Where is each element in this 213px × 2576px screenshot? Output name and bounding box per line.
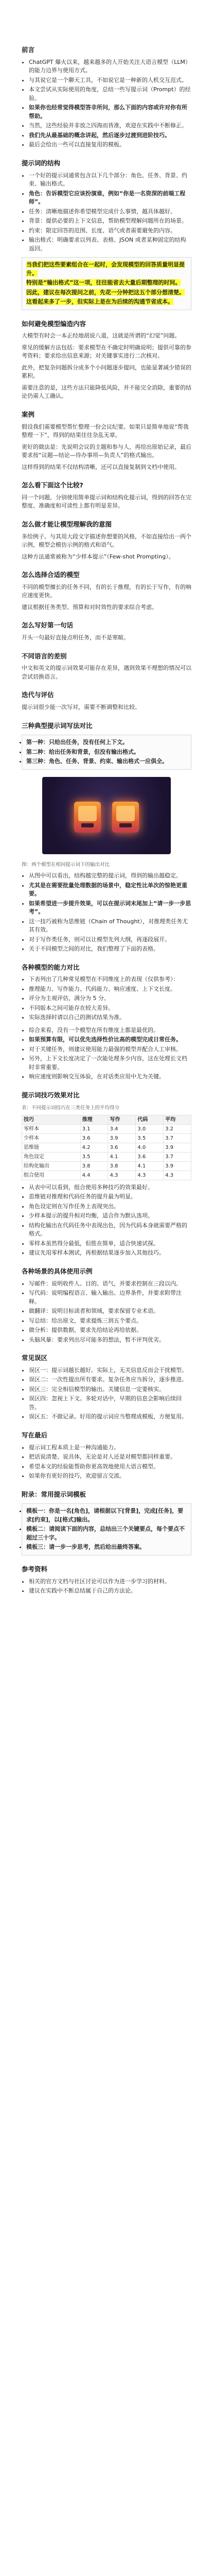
table-row [22, 1143, 191, 1152]
list-item: • 写邮件：说明收件人、目的、语气，并要求控制在三段以内。 [29, 1280, 191, 1289]
list-item: • 下表列出了几种常见模型在不同维度上的表现（仅供参考）： [29, 975, 191, 984]
section-templates [22, 1490, 191, 1555]
table-cell: 零样本 [22, 1124, 81, 1133]
bullet-list [22, 872, 191, 954]
paragraph: 更好的做法是：先说明会议的主题和参与人，再给出原始记录，最后要求按“议题—结论—待办事项—负责人”的格式输出。 [22, 443, 191, 459]
list-item: • 建议在实践中不断总结属于自己的方法论。 [29, 1587, 191, 1596]
paragraph: 开头一句最好直接点明任务，而不是寒暄。 [22, 634, 129, 641]
table-cell: 思维链 [22, 1143, 81, 1152]
section-heading: 写在最后 [22, 1431, 48, 1439]
table-cell: 少样本 [22, 1133, 81, 1143]
paragraph: 此外，把复杂问题拆分成多个小问题逐步提问，也能显著减少错误的累积。 [22, 364, 191, 380]
bullet-list [22, 58, 191, 149]
table-cell: 3.8 [108, 1161, 136, 1171]
section-hallucination [22, 319, 191, 401]
table-cell: 3.2 [164, 1124, 191, 1133]
column-header: 代码 [136, 1115, 164, 1124]
list-item: • 思维链对推理和代码任务的提升最为明显。 [29, 1193, 191, 1201]
robot-cube-icon [112, 802, 139, 833]
highlighted-text: 这看起来多了一步，但实际上是在为后续的沟通节省成本。 [26, 298, 173, 305]
list-item: • 模板三：请一步一步思考，然后给出最终答案。 [26, 1543, 187, 1552]
table-caption: 表：不同提示词技巧在三类任务上的平均得分 [22, 1105, 120, 1111]
table-cell: 3.7 [164, 1152, 191, 1161]
section-heading: 怎么选择合适的模型 [22, 571, 80, 579]
section-heading: 前言 [22, 46, 35, 54]
table-cell: 3.6 [108, 1143, 136, 1152]
table-cell: 3.4 [108, 1124, 136, 1133]
list-item: • 不同版本之间可能存在较大差异。 [29, 1004, 191, 1013]
list-item: • 综合来看，没有一个模型在所有维度上都是最优的。 [29, 1026, 191, 1035]
column-header: 写作 [108, 1115, 136, 1124]
paragraph: 这种方法通常被称为“少样本提示”（Few-shot Prompting）。 [22, 553, 174, 560]
list-item: • 第三种：角色、任务、背景、约束、输出格式一应俱全。 [26, 757, 187, 766]
section-after-table [22, 1183, 191, 1258]
table-row [22, 1152, 191, 1161]
list-item: • 头脑风暴：要求列出尽可能多的想法，暂不评判优劣。 [29, 1336, 191, 1345]
table-cell: 3.5 [80, 1152, 108, 1161]
bullet-list [22, 1366, 191, 1421]
list-item: • 结构化输出在代码任务中表现出色，因为代码本身就需要严格的格式。 [29, 1222, 191, 1239]
paragraph: 同一个问题，分别使用简单提示词和结构化提示词，得到的回答在完整度、准确度和可读性上都有明显差异。 [22, 494, 191, 510]
section-examples [22, 1267, 191, 1344]
list-item: • 误区三：完全相信模型的输出。关键信息一定要核实。 [29, 1385, 191, 1394]
section-heading: 提示词技巧效果对比 [22, 1091, 80, 1099]
section-after-image [22, 872, 191, 954]
bullet-list [22, 735, 191, 770]
table-cell: 3.7 [164, 1133, 191, 1143]
bullet-list [22, 172, 191, 253]
list-item: • 另外，上下文长度决定了一次能处理多少内容，这在处理长文档时非常重要。 [29, 1055, 191, 1072]
section-heading: 怎么做才能让模型理解我的意图 [22, 520, 112, 528]
section-heading: 各种模型的能力对比 [22, 963, 80, 971]
list-item: • 提示词工程本质上是一种沟通能力。 [29, 1444, 191, 1452]
section-intent [22, 520, 191, 561]
list-item: • 背景：提供必要的上下文信息，帮助模型理解问题所在的场景。 [29, 217, 191, 226]
paragraph: 不同的模型擅长的任务不同，有的长于推理，有的长于写作，有的响应速度更快。 [22, 583, 191, 599]
section-choose-model [22, 570, 191, 612]
list-item: • 与其说它是一个聊天工具，不如说它是一种新的人机交互范式。 [29, 76, 191, 85]
list-item: • 把话说清楚、说具体，无论是对人还是对模型都同样重要。 [29, 1453, 191, 1462]
section-heading: 怎么写好第一句话 [22, 621, 74, 630]
list-item: • 误区五：不做记录。好用的提示词应当整理成模板，方便复用。 [29, 1413, 191, 1421]
section-closing [22, 1431, 191, 1481]
list-item: • 当然，这些经验并非放之四海而皆准，欢迎在实践中不断修正。 [29, 122, 191, 130]
table-cell: 3.6 [80, 1133, 108, 1143]
table-cell: 角色设定 [22, 1152, 81, 1161]
section-comparison-question [22, 481, 191, 511]
list-item: • 误区一：提示词越长越好。实际上，无关信息反而会干扰模型。 [29, 1366, 191, 1375]
section-heading: 参考资料 [22, 1565, 48, 1573]
list-item: • 误区二：一次性提出所有要求。复杂任务应当拆分，逐步推进。 [29, 1376, 191, 1384]
list-item: • 关于不同模型之间的对比，我们整理了下面的表格。 [29, 945, 191, 954]
list-item: • 如果预算有限，可以优先选择性价比高的模型完成日常任务。 [29, 1036, 191, 1044]
list-item: • 如果你也经常觉得模型答非所问，那么下面的内容或许对你有所帮助。 [29, 104, 191, 121]
section-image [22, 721, 191, 869]
table-cell: 3.6 [136, 1152, 164, 1161]
paragraph: 大模型有时会一本正经地胡说八道，这就是所谓的“幻觉”问题。 [22, 332, 181, 340]
list-item: • 响应速度则影响交互体验，在对话类应用中尤为关键。 [29, 1073, 191, 1081]
table-cell: 4.3 [108, 1171, 136, 1180]
bullet-list [22, 1026, 191, 1081]
list-item: • 相关的官方文档与社区讨论可以作为进一步学习的材料。 [29, 1578, 191, 1586]
list-item: • 做翻译：说明目标读者和领域，要求保留专业术语。 [29, 1307, 191, 1316]
section-heading: 不同语言的差别 [22, 652, 67, 660]
highlighted-text: 因此，建议在每次提问之前，先花一分钟把这五个部分想清楚。 [26, 289, 185, 296]
column-header: 推理 [80, 1115, 108, 1124]
column-header: 技巧 [22, 1115, 81, 1124]
table-cell: 3.9 [164, 1143, 191, 1152]
bullet-list [22, 1578, 191, 1596]
list-item: • 建议先用零样本测试，再根据结果逐步加入其他技巧。 [29, 1249, 191, 1258]
table-cell: 3.8 [80, 1161, 108, 1171]
list-item: • 从表中可以看到，组合使用多种技巧的效果最好。 [29, 1183, 191, 1192]
table-cell: 4.1 [108, 1152, 136, 1161]
list-item: • 零样本虽然得分最低，但胜在简单，适合快速试探。 [29, 1240, 191, 1248]
section-heading: 各种场景的具体使用示例 [22, 1267, 93, 1275]
table-cell: 结构化输出 [22, 1161, 81, 1171]
list-item: • 如果你有更好的技巧，欢迎留言交流。 [29, 1472, 191, 1481]
table-row [22, 1133, 191, 1143]
table-cell: 3.0 [136, 1124, 164, 1133]
table-row [22, 1124, 191, 1133]
score-table [22, 1115, 191, 1180]
table-cell: 3.9 [108, 1133, 136, 1143]
table-cell: 3.5 [136, 1133, 164, 1143]
list-item: • 对于写作类任务，则可以让模型先列大纲，再逐段展开。 [29, 936, 191, 944]
table-cell: 4.1 [136, 1161, 164, 1171]
illustration-image [42, 777, 171, 854]
section-language [22, 652, 191, 682]
bullet-list [22, 1503, 191, 1555]
column-header: 平均 [164, 1115, 191, 1124]
section-model-comparison [22, 963, 191, 1081]
table-header-row [22, 1115, 191, 1124]
list-item: • 角色：告诉模型它应该扮演谁，例如“你是一名资深的前端工程师”。 [29, 190, 191, 207]
section-heading: 迭代与评估 [22, 691, 54, 699]
bullet-list [22, 1280, 191, 1345]
section-heading: 如何避免模型编造内容 [22, 319, 86, 328]
bullet-list [22, 1444, 191, 1481]
section-heading: 案例 [22, 410, 35, 418]
list-item: • ChatGPT 爆火以来，越来越多的人开始关注大语言模型（LLM）的能力边界与使用方式。 [29, 58, 191, 75]
section-heading: 三种典型提示词写法对比 [22, 721, 93, 730]
list-item: • 少样本提示的提升相对均衡，适合作为默认选项。 [29, 1212, 191, 1221]
section-structure [22, 159, 191, 253]
paragraph: 这样得到的结果不仅结构清晰，还可以直接复制到文档中使用。 [22, 463, 180, 470]
list-item: • 模板二：请阅读下面的内容，总结出三个关键要点，每个要点不超过三十字。 [26, 1525, 187, 1542]
table-cell: 组合使用 [22, 1171, 81, 1180]
paragraph: 需要注意的是，这些方法只能降低风险，并不能完全消除，重要的结论仍需人工确认。 [22, 384, 191, 400]
list-item: • 写代码：说明编程语言、输入输出、边界条件，并要求附带注释。 [29, 1289, 191, 1306]
list-item: • 角色设定则在写作任务上表现突出。 [29, 1202, 191, 1211]
paragraph: 多给例子。与其用大段文字描述你想要的风格，不如直接给出一两个示例，模型会模仿示例的格式和语气。 [22, 533, 191, 548]
list-item: • 评分为主观评估，满分为 5 分。 [29, 994, 191, 1003]
list-item: • 对于关键任务，则建议使用能力最强的模型并配合人工审核。 [29, 1045, 191, 1054]
list-item: • 如果希望进一步提升效果，可以在提示词末尾加上“请一步一步思考”。 [29, 900, 191, 917]
highlighted-text: 当我们把这些要素组合在一起时，会发现模型的回答质量明显提升。 [26, 261, 185, 277]
section-first-sentence [22, 621, 191, 642]
table-cell: 3.1 [80, 1124, 108, 1133]
list-item: • 希望本文的经验能帮助你更高效地使用大语言模型。 [29, 1463, 191, 1471]
highlight-box [22, 257, 191, 310]
table-cell: 4.2 [80, 1143, 108, 1152]
table-cell: 4.0 [136, 1143, 164, 1152]
list-item: • 从图中可以看出，结构越完整的提示词，得到的输出越稳定。 [29, 872, 191, 880]
section-heading: 附录：常用提示词模板 [22, 1490, 86, 1498]
bullet-list [22, 975, 191, 1022]
paragraph: 建议根据任务类型、预算和对时效性的要求综合考虑。 [22, 603, 157, 611]
table-cell: 4.4 [80, 1171, 108, 1180]
section-references [22, 1565, 191, 1596]
image-caption: 图：两个模型在相同提示词下的输出对比 [22, 861, 110, 868]
list-item: • 写总结：给出原文，要求提炼三到五个要点。 [29, 1317, 191, 1326]
bullet-list [22, 1183, 191, 1258]
section-case [22, 410, 191, 471]
list-item: • 误区四：忽视上下文。多轮对话中，早期的信息会影响后续回答。 [29, 1395, 191, 1412]
table-cell: 4.3 [164, 1171, 191, 1180]
list-item: • 最后会给出一些可以直接复用的模板。 [29, 141, 191, 149]
paragraph: 提示词很少能一次写对，需要不断调整和比较。 [22, 704, 140, 710]
section-iterate [22, 690, 191, 711]
section-table [22, 1091, 191, 1180]
list-item: • 一个好的提示词通常包含以下几个部分：角色、任务、背景、约束、输出格式。 [29, 172, 191, 189]
section-heading: 提示词的结构 [22, 159, 61, 167]
robot-cube-icon [74, 802, 101, 833]
list-item: • 任务：清晰地描述你希望模型完成什么事情，越具体越好。 [29, 208, 191, 216]
list-item: • 尤其是在需要批量处理数据的场景中，稳定性比单次的惊艳更重要。 [29, 882, 191, 899]
paragraph: 中文和英文的提示词效果可能存在差异，遇到效果不理想的情况可以尝试切换语言。 [22, 665, 191, 680]
table-row [22, 1171, 191, 1180]
table-row [22, 1161, 191, 1171]
list-item: • 这一技巧被称为思维链（Chain of Thought），对推理类任务尤其有效。 [29, 918, 191, 935]
section-heading: 常见误区 [22, 1354, 48, 1362]
section-preface [22, 45, 191, 149]
list-item: • 第一种：只给出任务，没有任何上下文。 [26, 738, 187, 747]
list-item: • 实际选择时请以自己的测试结果为准。 [29, 1013, 191, 1022]
list-item: • 我们先从最基础的概念讲起，然后逐步过渡到进阶技巧。 [29, 131, 191, 140]
list-item: • 本文尝试从实际使用的角度，总结一些写提示词（Prompt）的经验。 [29, 86, 191, 103]
list-item: • 第二种：给出任务和背景，但没有输出格式。 [26, 748, 187, 757]
paragraph: 假设我们需要模型帮忙整理一份会议纪要。如果只是简单地说“帮我整理一下”，得到的结果往往杂乱无章。 [22, 423, 189, 438]
list-item: • 模板一：你是一名[角色]，请根据以下[背景]，完成[任务]，要求[约束]，以[格式]输出。 [26, 1507, 187, 1524]
table-cell: 4.3 [136, 1171, 164, 1180]
section-heading: 怎么看下面这个比较? [22, 481, 83, 489]
list-item: • 推理能力、写作能力、代码能力、响应速度、上下文长度。 [29, 985, 191, 994]
list-item: • 做分析：提供数据，要求先给结论再给依据。 [29, 1326, 191, 1335]
paragraph: 常见的缓解方法包括：要求模型在不确定时明确说明；提供可靠的参考资料；要求给出信息来源；对关键事实进行二次核对。 [22, 344, 191, 360]
highlighted-text: 特别是“输出格式”这一项，往往能省去大量后期整理的时间。 [26, 279, 181, 286]
list-item: • 输出格式：明确要求以列表、表格、JSON 或者某种固定的结构返回。 [29, 236, 191, 253]
list-item: • 约束：限定回答的范围、长度、语气或者需要避免的内容。 [29, 227, 191, 235]
section-pitfalls [22, 1353, 191, 1421]
table-cell: 3.9 [164, 1161, 191, 1171]
